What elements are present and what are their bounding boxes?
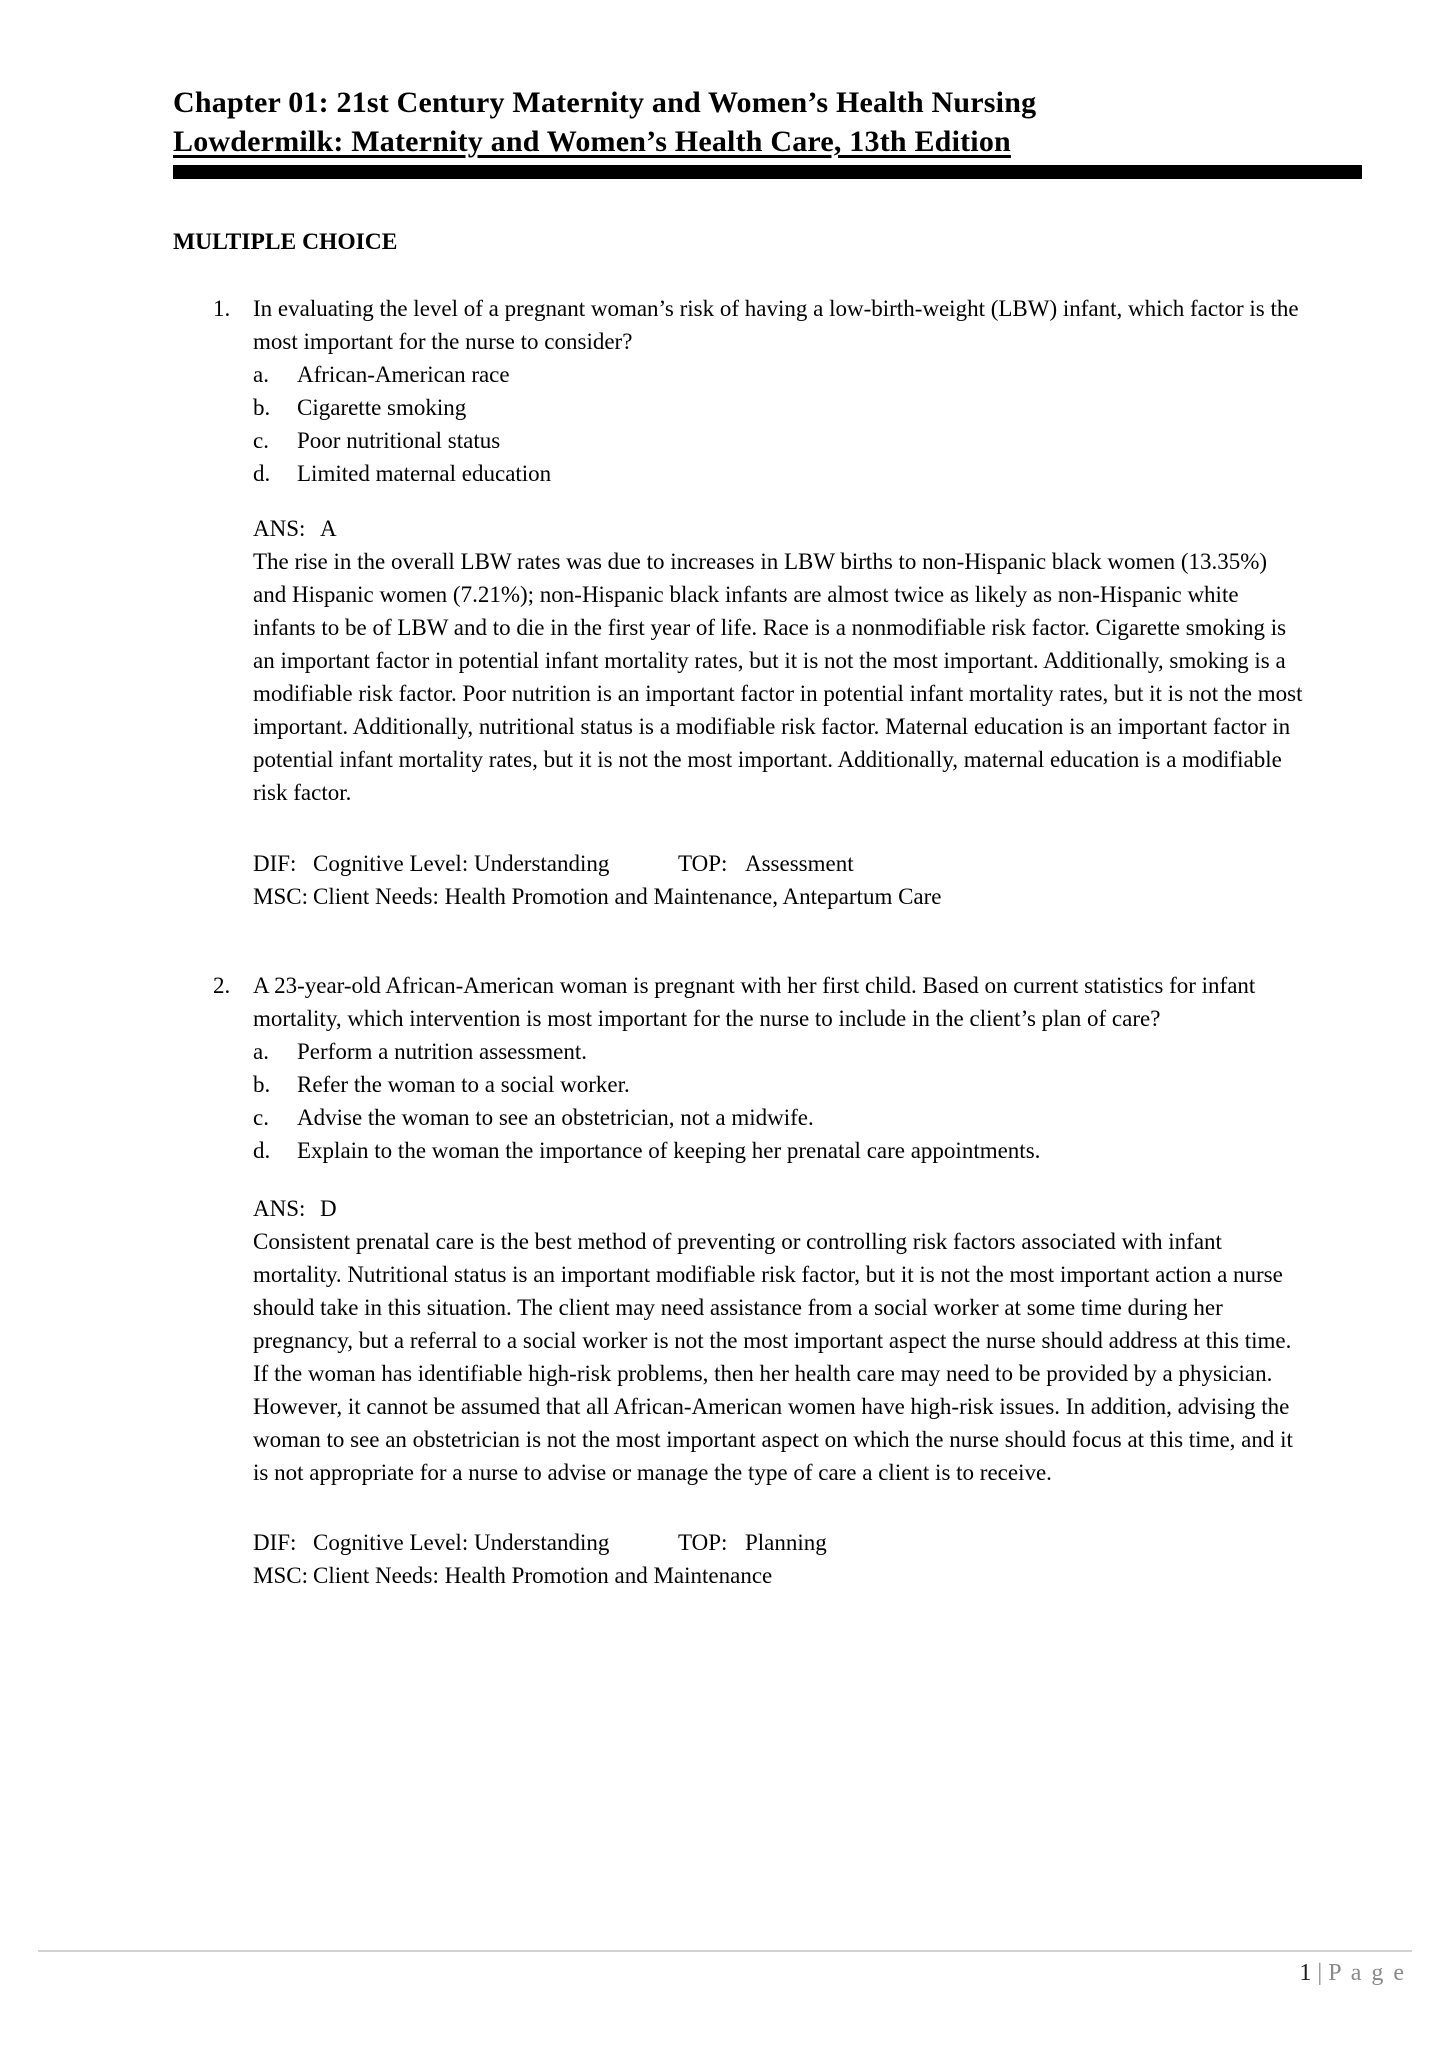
top-label: TOP: xyxy=(678,851,728,876)
question-number: 2. xyxy=(213,973,231,998)
option-text: African-American race xyxy=(297,362,510,387)
msc-row xyxy=(253,880,1313,913)
option-letter: b. xyxy=(253,1072,271,1097)
dif-label: DIF: xyxy=(253,1530,297,1555)
dif-top-row xyxy=(253,1526,1313,1559)
dif-top-row xyxy=(253,847,1313,880)
header-rule xyxy=(173,165,1362,179)
rationale-text: Consistent prenatal care is the best method of preventing or controlling risk factors associated with infant mortality. Nutritional status is an important modifiable risk factor, but it is not the most important action a nurse should take in this situation. The client may need assistance from a social worker at some time during her pregnancy, but a referral to a social worker is not the most important aspect the nurse should address at this time. If the woman has identifiable high-risk problems, then her health care may need to be provided by a physician. However, it cannot be assumed that all African-American women have high-risk issues. In addition, advising the woman to see an obstetrician is not the most important aspect on which the nurse should focus at this time, and it is not appropriate for a nurse to advise or manage the type of care a client is to receive. xyxy=(253,1229,1293,1485)
msc-label: MSC: xyxy=(253,1563,308,1588)
option-letter: c. xyxy=(253,428,269,453)
option-letter: a. xyxy=(253,362,269,387)
option-text: Poor nutritional status xyxy=(297,428,501,453)
dif-value: Cognitive Level: Understanding xyxy=(313,1530,610,1555)
question-stem-row xyxy=(173,292,1313,358)
question-meta xyxy=(253,847,1313,913)
option-text: Limited maternal education xyxy=(297,461,552,486)
question-stem: A 23-year-old African-American woman is pregnant with her first child. Based on current statistics for infant mortality, which intervention is most important for the nurse to include in the client’s plan of care? xyxy=(253,973,1256,1031)
option-c xyxy=(253,1101,1313,1134)
page-number: 1 xyxy=(1299,1960,1312,1986)
msc-value: Client Needs: Health Promotion and Maintenance xyxy=(313,1563,773,1588)
answer-value: D xyxy=(320,1196,337,1221)
chapter-title: Chapter 01: 21st Century Maternity and Women’s Health Nursing xyxy=(173,86,1037,119)
answer-label: ANS: xyxy=(253,1196,306,1221)
book-title: Lowdermilk: Maternity and Women’s Health Care, 13th Edition xyxy=(173,125,1011,158)
option-text: Cigarette smoking xyxy=(297,395,467,420)
footer-page-word: P a g e xyxy=(1328,1960,1406,1986)
footer-rule xyxy=(38,1950,1412,1952)
answer-row xyxy=(173,1192,1313,1225)
question-stem: In evaluating the level of a pregnant woman’s risk of having a low-birth-weight (LBW) infant, which factor is the most important for the nurse to consider? xyxy=(253,296,1299,354)
options-list xyxy=(173,358,1313,490)
question-stem-row xyxy=(173,969,1313,1035)
option-letter: a. xyxy=(253,1039,269,1064)
option-b xyxy=(253,391,1313,424)
option-letter: c. xyxy=(253,1105,269,1130)
top-value: Planning xyxy=(745,1530,827,1555)
option-a xyxy=(253,358,1313,391)
option-d xyxy=(253,457,1313,490)
msc-value: Client Needs: Health Promotion and Maintenance, Antepartum Care xyxy=(313,884,942,909)
option-text: Advise the woman to see an obstetrician, not a midwife. xyxy=(297,1105,814,1130)
option-text: Refer the woman to a social worker. xyxy=(297,1072,630,1097)
section-heading: MULTIPLE CHOICE xyxy=(173,229,398,255)
footer-separator: | xyxy=(1317,1960,1323,1986)
msc-label: MSC: xyxy=(253,884,308,909)
option-a xyxy=(253,1035,1313,1068)
question-2 xyxy=(173,969,1313,1592)
msc-row xyxy=(253,1559,1313,1592)
answer-label: ANS: xyxy=(253,516,306,541)
top-value: Assessment xyxy=(745,851,854,876)
rationale-text: The rise in the overall LBW rates was due to increases in LBW births to non-Hispanic black women (13.35%) and Hispanic women (7.21%); non-Hispanic black infants are almost twice as likely as non-Hispanic white infants to be of LBW and to die in the first year of life. Race is a nonmodifiable risk factor. Cigarette smoking is an important factor in potential infant mortality rates, but it is not the most important. Additionally, smoking is a modifiable risk factor. Poor nutrition is an important factor in potential infant mortality rates, but it is not the most important. Additionally, nutritional status is a modifiable risk factor. Maternal education is an important factor in potential infant mortality rates, but it is not the most important. Additionally, maternal education is a modifiable risk factor. xyxy=(253,549,1303,805)
question-meta xyxy=(253,1526,1313,1592)
option-letter: b. xyxy=(253,395,271,420)
answer-row xyxy=(173,512,1313,545)
option-letter: d. xyxy=(253,1138,271,1163)
options-list xyxy=(173,1035,1313,1167)
page-footer xyxy=(0,1958,1406,1988)
option-letter: d. xyxy=(253,461,271,486)
document-header xyxy=(173,83,1373,161)
option-c xyxy=(253,424,1313,457)
answer-value: A xyxy=(320,516,337,541)
option-d xyxy=(253,1134,1313,1167)
dif-value: Cognitive Level: Understanding xyxy=(313,851,610,876)
option-b xyxy=(253,1068,1313,1101)
dif-label: DIF: xyxy=(253,851,297,876)
option-text: Perform a nutrition assessment. xyxy=(297,1039,588,1064)
question-1 xyxy=(173,292,1313,913)
question-number: 1. xyxy=(213,296,231,321)
option-text: Explain to the woman the importance of keeping her prenatal care appointments. xyxy=(297,1138,1041,1163)
top-label: TOP: xyxy=(678,1530,728,1555)
